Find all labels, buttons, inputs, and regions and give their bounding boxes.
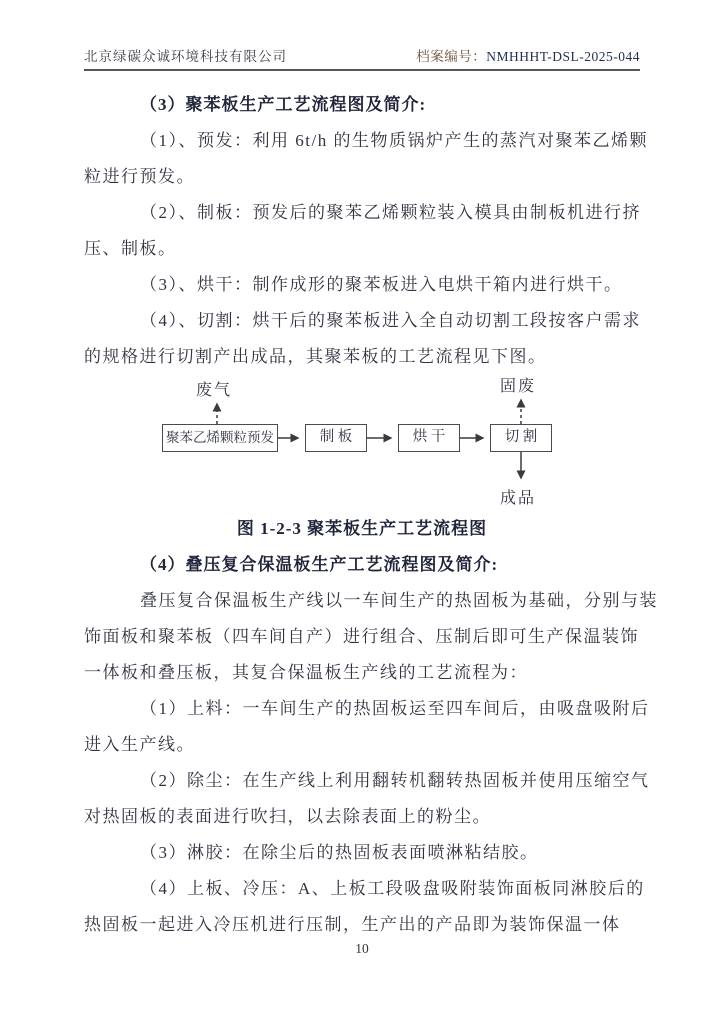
paragraph-line: 叠压复合保温板生产线以一车间生产的热固板为基础，分别与装 — [140, 591, 658, 610]
paragraph-line: （4）上板、冷压：A、上板工段吸盘吸附装饰面板同淋胶后的 — [140, 879, 645, 898]
document-body — [84, 87, 658, 943]
paragraph-line: （3）淋胶：在除尘后的热固板表面喷淋粘结胶。 — [140, 843, 539, 862]
archive-number — [416, 45, 640, 65]
flowchart-box-drying: 烘 干 — [398, 424, 460, 452]
archive-number-value: NMHHHT-DSL-2025-044 — [486, 49, 640, 64]
page-header — [84, 44, 640, 71]
flowchart-box-prefoam: 聚苯乙烯颗粒预发 — [162, 424, 278, 452]
section3-heading: （3）聚苯板生产工艺流程图及简介: — [140, 95, 427, 114]
paragraph-line: （1）、预发：利用 6t/h 的生物质锅炉产生的蒸汽对聚苯乙烯颗 — [140, 131, 648, 150]
paragraph-line: 饰面板和聚苯板（四车间自产）进行组合、压制后即可生产保温装饰 — [84, 627, 639, 646]
process-flowchart — [84, 375, 640, 511]
paragraph-line: 对热固板的表面进行吹扫，以去除表面上的粉尘。 — [84, 807, 491, 826]
flowchart-label-waste-gas: 废气 — [196, 382, 233, 399]
paragraph-line: 热固板一起进入冷压机进行压制，生产出的产品即为装饰保温一体 — [84, 915, 621, 934]
paragraph-line: 进入生产线。 — [84, 735, 195, 754]
paragraph-line: （1）上料：一车间生产的热固板运至四车间后，由吸盘吸附后 — [140, 699, 650, 718]
paragraph-line: （2）、制板：预发后的聚苯乙烯颗粒装入模具由制板机进行挤 — [140, 203, 641, 222]
flowchart-label-solid-waste: 固废 — [500, 378, 537, 395]
page-number: 10 — [355, 941, 369, 956]
paragraph-line: 压、制板。 — [84, 239, 177, 258]
flowchart-box-cutting: 切 割 — [490, 424, 552, 452]
paragraph-line: 的规格进行切割产出成品，其聚苯板的工艺流程见下图。 — [84, 347, 547, 366]
paragraph-line: 一体板和叠压板，其复合保温板生产线的工艺流程为： — [84, 663, 528, 682]
flowchart-label-product: 成品 — [500, 490, 537, 507]
figure-caption: 图 1-2-3 聚苯板生产工艺流程图 — [236, 519, 488, 538]
archive-number-label: 档案编号： — [416, 49, 487, 64]
section4-heading: （4）叠压复合保温板生产工艺流程图及简介: — [140, 555, 499, 574]
company-name: 北京绿碳众诚环境科技有限公司 — [84, 49, 287, 64]
paragraph-line: （3）、烘干：制作成形的聚苯板进入电烘干箱内进行烘干。 — [140, 275, 623, 294]
paragraph-line: 粒进行预发。 — [84, 167, 195, 186]
flowchart-box-board-making: 制 板 — [305, 424, 367, 452]
paragraph-line: （2）除尘：在生产线上利用翻转机翻转热固板并使用压缩空气 — [140, 771, 650, 790]
paragraph-line: （4）、切割：烘干后的聚苯板进入全自动切割工段按客户需求 — [140, 311, 641, 330]
